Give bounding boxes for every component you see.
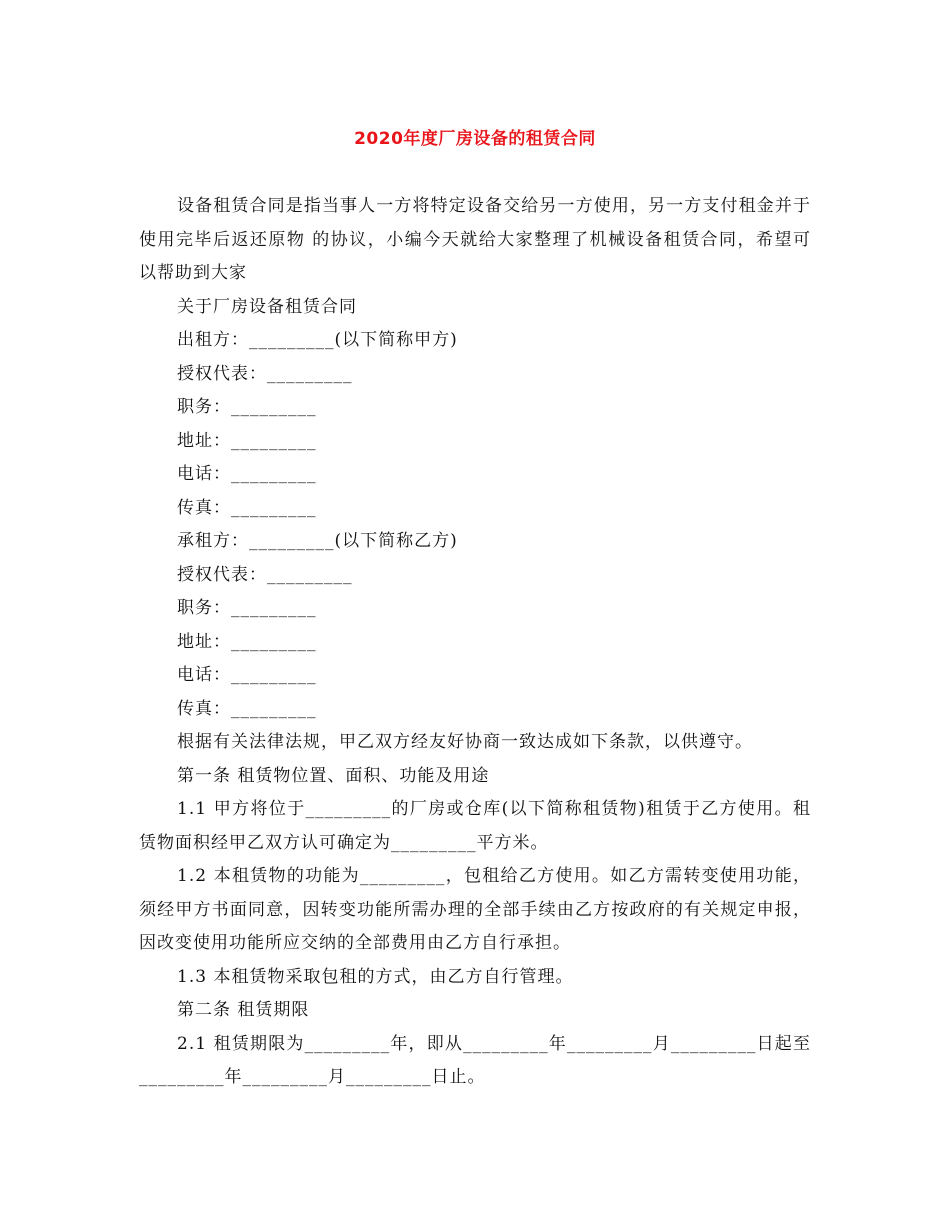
article-2-heading: 第二条 租赁期限 [177, 1000, 310, 1020]
article-1-heading: 第一条 租赁物位置、面积、功能及用途 [177, 765, 490, 786]
document-title: 2020年度厂房设备的租赁合同 [354, 129, 596, 149]
lessor-address-line: 地址：_________ [177, 430, 317, 451]
lessee-line: 承租方：_________(以下简称乙方) [177, 531, 458, 551]
lessee-fax-line: 传真：_________ [177, 698, 317, 719]
clause-1-2: 1.2 本租赁物的功能为_________，包租给乙方使用。如乙方需转变使用功能，须经甲方书面同意，因转变功能所需办理的全部手续由乙方按政府的有关规定申报，因改变使用功能所应交纳的全部费用由乙方自行承担。 [139, 866, 811, 953]
lessor-line: 出租方：_________(以下简称甲方) [177, 330, 458, 350]
section-heading: 关于厂房设备租赁合同 [177, 296, 357, 317]
lessor-phone-line: 电话：_________ [177, 464, 317, 484]
lessee-position-line: 职务：_________ [177, 598, 317, 618]
clause-1-3: 1.3 本租赁物采取包租的方式，由乙方自行管理。 [177, 966, 574, 987]
lessor-representative-line: 授权代表：_________ [177, 363, 353, 384]
intro-paragraph: 设备租赁合同是指当事人一方将特定设备交给另一方使用，另一方支付租金并于使用完毕后返还原物 的协议，小编今天就给大家整理了机械设备租赁合同，希望可以帮助到大家 [139, 196, 811, 283]
lessor-fax-line: 传真：_________ [177, 497, 317, 518]
clause-1-1: 1.1 甲方将位于_________的厂房或仓库(以下简称租赁物)租赁于乙方使用。租赁物面积经甲乙双方认可确定为_________平方米。 [139, 799, 811, 853]
lessee-representative-line: 授权代表：_________ [177, 564, 353, 585]
lessee-phone-line: 电话：_________ [177, 665, 317, 685]
lessor-position-line: 职务：_________ [177, 397, 317, 417]
document-body [139, 190, 811, 1095]
clause-2-1: 2.1 租赁期限为_________年，即从_________年_________月_________日起至_________年_________月_________日止。 [139, 1033, 811, 1087]
agreement-preamble: 根据有关法律法规，甲乙双方经友好协商一致达成如下条款，以供遵守。 [177, 732, 753, 752]
lessee-address-line: 地址：_________ [177, 631, 317, 652]
